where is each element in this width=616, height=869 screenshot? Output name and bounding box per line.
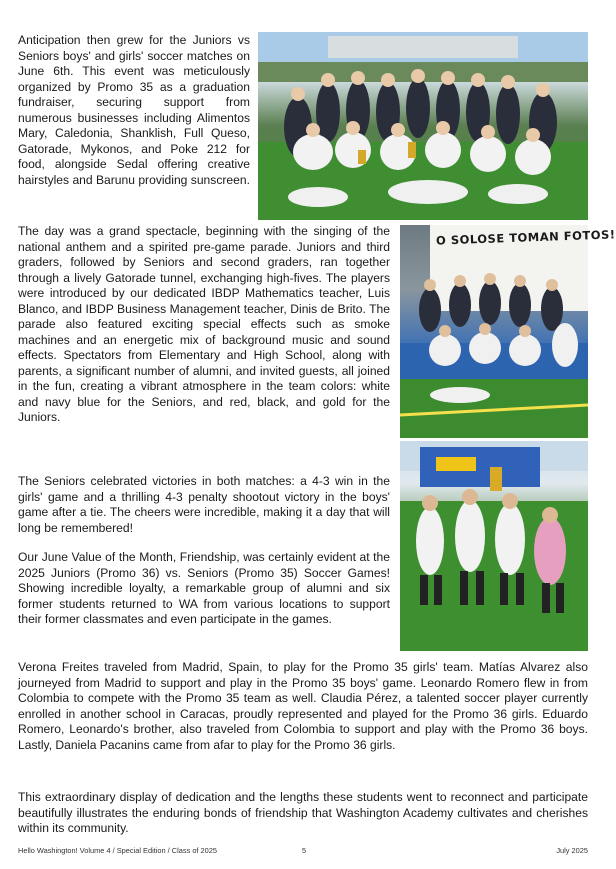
article-paragraph-4: Our June Value of the Month, Friendship, was certainly evident at the 2025 Juniors (Promo 36) vs. Seniors (Promo 35) Soccer Games! Showing incredible loyalty, a remarkable group of alumni and six former students returned to WA from various locations to support their former classmates and even participate in the games. bbox=[18, 550, 390, 626]
players-banner-photo bbox=[400, 225, 616, 438]
boys-photo-illustration bbox=[400, 441, 588, 651]
footer-publication: Hello Washington! Volume 4 / Special Edition / Class of 2025 bbox=[18, 846, 217, 855]
group-photo-illustration bbox=[258, 32, 588, 220]
footer-page-number: 5 bbox=[302, 846, 307, 855]
girls-team-group-photo bbox=[258, 32, 588, 220]
photo-banner-text: O SOLOSE TOMAN FOTOS! bbox=[435, 227, 616, 248]
article-paragraph-6: This extraordinary display of dedication and the lengths these students went to reconnect and participate beautifully illustrates the enduring bonds of friendship that Washington Academy cultivates and cherishes within its community. bbox=[18, 790, 588, 835]
article-paragraph-2: The day was a grand spectacle, beginning with the singing of the national anthem and a spirited pre-game parade. Juniors and third graders, followed by Seniors and second graders, ran together through a lively Gatorade tunnel, exchanging high-fives. The players were introduced by our dedicated IBDP Mathematics teacher, Luis Blanco, and IBDP Business Management teacher, Dinis de Brito. The parade also featured exciting special effects such as smoke machines and an energetic mix of background music and sound effects. Spectators from Elementary and High School, along with parents, a significant number of alumni, and invited guests, all joined in the fun, creating a vibrant atmosphere in the team colors: white and navy blue for the Seniors, and red, black, and gold for the Juniors. bbox=[18, 224, 390, 424]
players-photo-illustration bbox=[400, 225, 616, 438]
footer-date: July 2025 bbox=[556, 846, 588, 855]
boys-trophy-celebration-photo bbox=[400, 441, 588, 651]
article-paragraph-5: Verona Freites traveled from Madrid, Spain, to play for the Promo 35 girls' team. Matías Alvarez also journeyed from Madrid to support and play in the Promo 35 boys' game. Leonardo Romero flew in from Colombia to compete with the Promo 35 team as well. Claudia Pérez, a talented soccer player currently enrolled in another school in Caracas, proudly represented and played for the Promo 36 girls. Eduardo Romero, Leonardo's brother, also traveled from Colombia to support and play with the Promo 36 boys. Lastly, Daniela Pacanins came from afar to play for the Promo 36 girls. bbox=[18, 660, 588, 752]
article-paragraph-1: Anticipation then grew for the Juniors vs Seniors boys' and girls' soccer matches on June 6th. This event was meticulously organized by Promo 35 as a graduation fundraiser, securing support from numerous businesses including Alimentos Mary, Caledonia, Shanklish, Full Queso, Gatorade, Mykonos, and Poke 212 for food, alongside Sedal offering creative hairstyles and Barunu providing sunscreen. bbox=[18, 33, 250, 187]
article-paragraph-3: The Seniors celebrated victories in both matches: a 4-3 win in the girls' game and a thrilling 4-3 penalty shootout victory in the boys' game after a tie. The cheers were incredible, making it a day that will long be remembered! bbox=[18, 474, 390, 535]
